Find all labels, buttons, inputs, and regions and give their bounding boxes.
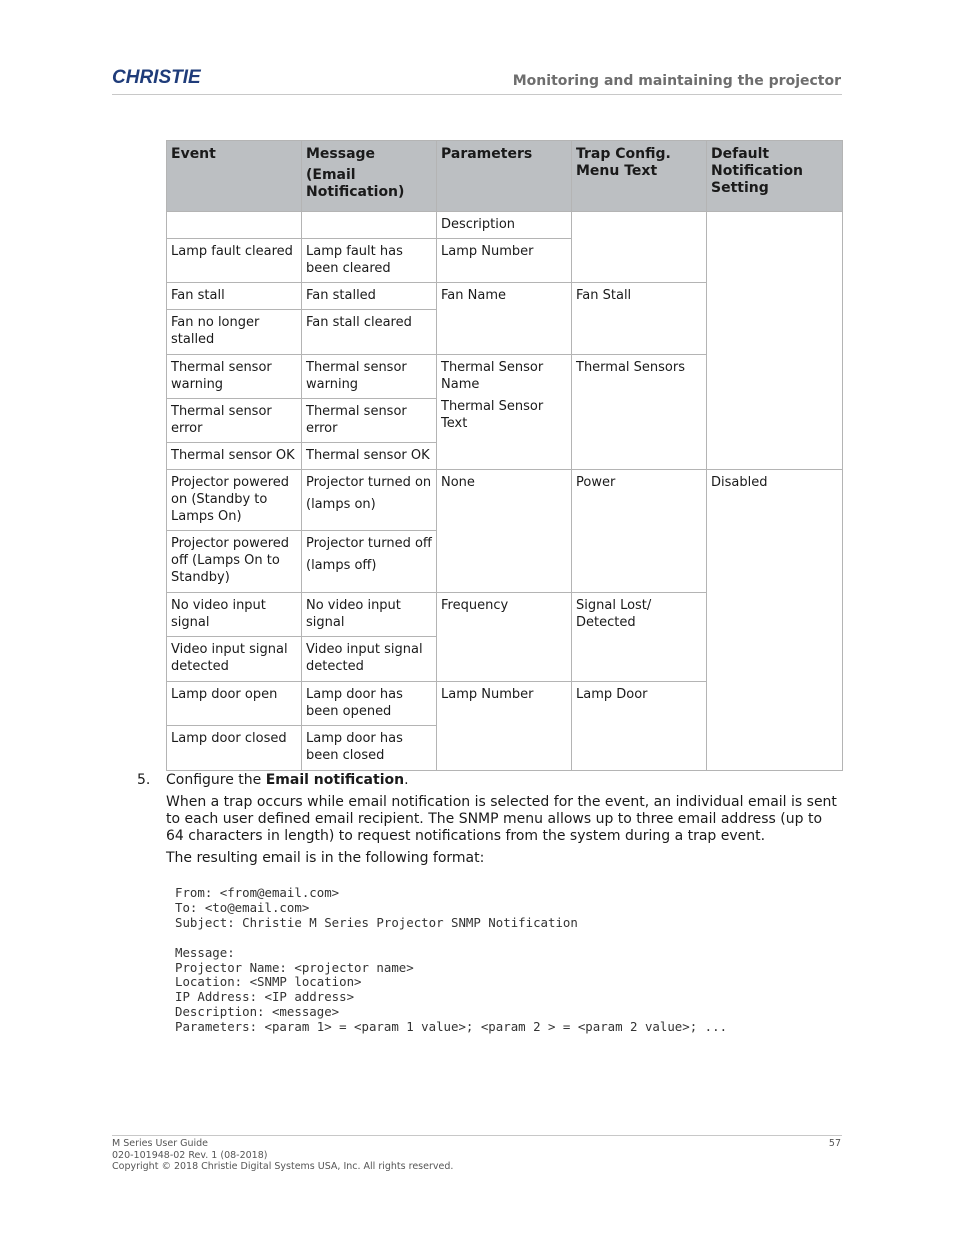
cell-event: Lamp door open — [167, 682, 302, 726]
cell-trap: Signal Lost/ Detected — [572, 593, 707, 682]
cell-message: Lamp door has been opened — [302, 682, 437, 726]
header-parameters: Parameters — [437, 141, 572, 212]
header-divider — [112, 94, 842, 95]
cell-event: No video input signal — [167, 593, 302, 637]
step-lead: Configure the — [166, 772, 266, 788]
cell-message: Fan stalled — [302, 283, 437, 310]
cell-event: Projector powered on (Standby to Lamps On) — [167, 470, 302, 531]
cell-message: Fan stall cleared — [302, 310, 437, 355]
cell-message — [302, 470, 437, 531]
cell-parameters: Frequency — [437, 593, 572, 682]
cell-parameters: Fan Name — [437, 283, 572, 355]
page-number: 57 — [828, 1138, 841, 1149]
cell-event — [167, 212, 302, 239]
cell-parameters — [437, 355, 572, 470]
cell-event: Thermal sensor error — [167, 399, 302, 443]
section-title: Monitoring and maintaining the projector — [512, 73, 841, 89]
header-default-setting: Default Notification Setting — [707, 141, 843, 212]
header-trap-config: Trap Config. Menu Text — [572, 141, 707, 212]
footer-copyright: Copyright © 2018 Christie Digital Systems USA, Inc. All rights reserved. — [112, 1161, 454, 1172]
cell-event: Lamp door closed — [167, 726, 302, 771]
footer-doc-number: 020-101948-02 Rev. 1 (08-2018) — [112, 1149, 268, 1161]
cell-parameters: Lamp Number — [437, 682, 572, 771]
cell-message: Video input signal detected — [302, 637, 437, 682]
footer-guide: M Series User Guide — [112, 1138, 209, 1149]
cell-message — [302, 212, 437, 239]
footer-divider — [112, 1135, 842, 1136]
cell-parameters: None — [437, 470, 572, 593]
cell-message: Thermal sensor error — [302, 399, 437, 443]
footer-info — [112, 1138, 453, 1173]
table-header-row — [167, 141, 843, 212]
cell-trap: Power — [572, 470, 707, 593]
cell-event: Fan no longer stalled — [167, 310, 302, 355]
message-line: (lamps on) — [306, 497, 376, 512]
cell-default — [707, 212, 843, 470]
header-message — [302, 141, 437, 212]
email-format-code: From: <from@email.com> To: <to@email.com> Subject: Christie M Series Projector SNMP Notification Message: Projector Name: <projector name> Location: <SNMP location> IP Address: <IP address> Description: <message> Parameters: <param 1> = <param 1 value>; <param 2 > = <param 2 value>; ... — [175, 885, 728, 1035]
cell-message: No video input signal — [302, 593, 437, 637]
cell-message: Thermal sensor OK — [302, 443, 437, 470]
cell-message: Lamp door has been closed — [302, 726, 437, 771]
header-message-label: Message — [306, 146, 376, 162]
logo-text: CHRISTIE — [112, 67, 201, 88]
step-instruction — [166, 772, 842, 789]
cell-parameters: Lamp Number — [437, 239, 572, 283]
cell-message — [302, 531, 437, 593]
message-line: Projector turned off — [306, 536, 432, 551]
message-line: Projector turned on — [306, 475, 432, 490]
step-body — [166, 772, 842, 872]
header-message-sub: (Email Notification) — [306, 167, 405, 200]
step-paragraph: When a trap occurs while email notification is selected for the event, an individual email is sent to each user defined email recipient. The SNMP menu allows up to three email address (up to 64 characters in length) to request notifications from the system during a trap event. — [166, 794, 837, 844]
cell-trap: Thermal Sensors — [572, 355, 707, 470]
step-lead-end: . — [404, 772, 409, 788]
cell-event: Thermal sensor OK — [167, 443, 302, 470]
cell-trap — [572, 212, 707, 283]
header-event: Event — [167, 141, 302, 212]
cell-event: Video input signal detected — [167, 637, 302, 682]
cell-event: Lamp fault cleared — [167, 239, 302, 283]
step-lead-bold: Email notification — [265, 772, 405, 788]
cell-message: Lamp fault has been cleared — [302, 239, 437, 283]
table-row — [167, 470, 843, 531]
step-number: 5. — [137, 772, 151, 788]
christie-logo — [112, 66, 222, 88]
param-sensor-name: Thermal Sensor Name — [441, 360, 544, 392]
cell-trap: Fan Stall — [572, 283, 707, 355]
cell-event: Fan stall — [167, 283, 302, 310]
cell-trap: Lamp Door — [572, 682, 707, 771]
cell-event: Projector powered off (Lamps On to Standby) — [167, 531, 302, 593]
table-row — [167, 212, 843, 239]
step-paragraph: The resulting email is in the following format: — [166, 850, 485, 866]
cell-parameters: Description — [437, 212, 572, 239]
snmp-event-table — [166, 140, 843, 771]
message-line: (lamps off) — [306, 558, 377, 573]
cell-default: Disabled — [707, 470, 843, 771]
param-sensor-text: Thermal Sensor Text — [441, 399, 544, 431]
cell-message: Thermal sensor warning — [302, 355, 437, 399]
cell-event: Thermal sensor warning — [167, 355, 302, 399]
